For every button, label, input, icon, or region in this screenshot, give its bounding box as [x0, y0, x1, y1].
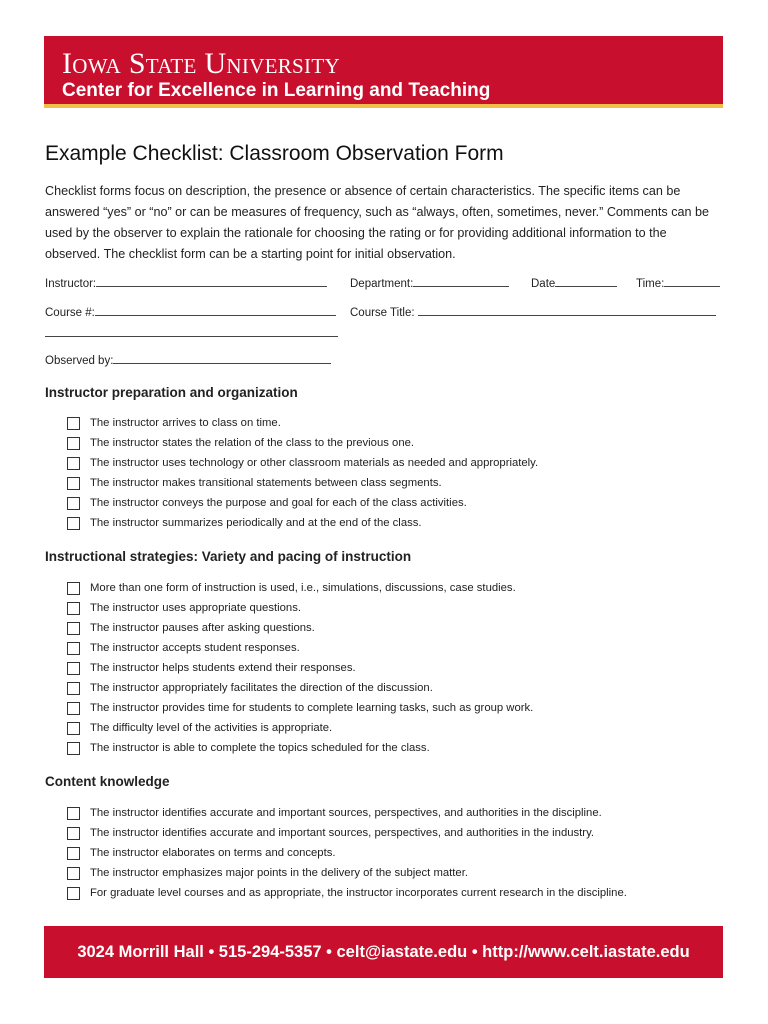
center-name: Center for Excellence in Learning and Teaching	[62, 80, 491, 101]
page-title: Example Checklist: Classroom Observation Form	[45, 142, 504, 165]
checklist-item-label: More than one form of instruction is used, i.e., simulations, discussions, case studies.	[90, 582, 516, 594]
checklist-item-label: The instructor elaborates on terms and concepts.	[90, 847, 336, 859]
checkbox[interactable]	[67, 662, 80, 675]
checklist-item[interactable]	[67, 433, 538, 453]
checklist-item-label: The instructor makes transitional statements between class segments.	[90, 477, 442, 489]
checklist-content	[67, 803, 627, 903]
time-blank[interactable]	[664, 275, 720, 287]
date-blank[interactable]	[555, 275, 617, 287]
course-title-label: Course Title:	[350, 307, 415, 319]
checklist-item-label: The instructor identifies accurate and important sources, perspectives, and authorities in the industry.	[90, 827, 595, 839]
checklist-item-label: The instructor summarizes periodically and at the end of the class.	[90, 517, 422, 529]
observed-by-label: Observed by:	[45, 355, 114, 367]
checklist-item-label: For graduate level courses and as appropriate, the instructor incorporates current research in the discipline.	[90, 887, 627, 899]
time-label: Time:	[636, 278, 665, 290]
checkbox[interactable]	[67, 702, 80, 715]
checkbox[interactable]	[67, 867, 80, 880]
course-title-field[interactable]	[350, 304, 716, 319]
date-label: Date	[531, 278, 556, 290]
checklist-item-label: The instructor uses appropriate questions.	[90, 602, 301, 614]
checklist-item[interactable]	[67, 843, 627, 863]
checkbox[interactable]	[67, 497, 80, 510]
header-band	[44, 36, 723, 108]
checklist-item-label: The instructor uses technology or other classroom materials as needed and appropriately.	[90, 457, 539, 469]
checklist-item[interactable]	[67, 453, 538, 473]
footer-band	[44, 926, 723, 978]
checklist-item[interactable]	[67, 638, 533, 658]
checkbox[interactable]	[67, 582, 80, 595]
course-number-blank-2[interactable]	[45, 325, 338, 337]
checklist-item[interactable]	[67, 473, 538, 493]
instructor-blank[interactable]	[96, 275, 327, 287]
checklist-item-label: The instructor conveys the purpose and goal for each of the class activities.	[90, 497, 467, 509]
checklist-item[interactable]	[67, 803, 627, 823]
section-heading-content: Content knowledge	[45, 774, 170, 789]
checklist-item-label: The instructor is able to complete the topics scheduled for the class.	[90, 742, 430, 754]
checklist-strategies	[67, 578, 533, 758]
department-label: Department:	[350, 278, 414, 290]
checklist-item[interactable]	[67, 823, 627, 843]
checklist-item[interactable]	[67, 718, 533, 738]
section-heading-preparation: Instructor preparation and organization	[45, 385, 298, 400]
course-number-continuation[interactable]	[45, 325, 338, 340]
checkbox[interactable]	[67, 887, 80, 900]
department-field[interactable]	[350, 275, 509, 290]
checklist-item[interactable]	[67, 678, 533, 698]
checklist-item[interactable]	[67, 863, 627, 883]
course-number-field[interactable]	[45, 304, 336, 319]
checkbox[interactable]	[67, 682, 80, 695]
checkbox[interactable]	[67, 477, 80, 490]
checklist-item[interactable]	[67, 618, 533, 638]
checkbox[interactable]	[67, 742, 80, 755]
course-number-blank[interactable]	[95, 304, 336, 316]
instructor-label: Instructor:	[45, 278, 97, 290]
intro-paragraph: Checklist forms focus on description, the presence or absence of certain characteristics. The specific items can be answered “yes” or “no” or can be measures of frequency, such as “always, often, sometimes, never.” Comments can be used by the observer to explain the rationale for choosing the rating or for providing additional information to the observed. The checklist form can be a starting point for initial observation.	[45, 184, 710, 261]
checklist-item-label: The instructor provides time for students to complete learning tasks, such as group work.	[90, 702, 534, 714]
checklist-item-label: The difficulty level of the activities is appropriate.	[90, 722, 333, 734]
checklist-item[interactable]	[67, 883, 627, 903]
checkbox[interactable]	[67, 417, 80, 430]
course-number-label: Course #:	[45, 307, 95, 319]
checkbox[interactable]	[67, 517, 80, 530]
date-field[interactable]	[531, 275, 617, 290]
checkbox[interactable]	[67, 847, 80, 860]
checklist-item[interactable]	[67, 513, 538, 533]
instructor-field[interactable]	[45, 275, 327, 290]
observed-by-field[interactable]	[45, 352, 331, 367]
checklist-item-label: The instructor arrives to class on time.	[90, 417, 281, 429]
checkbox[interactable]	[67, 827, 80, 840]
time-field[interactable]	[636, 275, 720, 290]
checklist-item[interactable]	[67, 413, 538, 433]
observed-by-blank[interactable]	[113, 352, 331, 364]
checkbox[interactable]	[67, 602, 80, 615]
checklist-item-label: The instructor emphasizes major points in the delivery of the subject matter.	[90, 867, 468, 879]
checkbox[interactable]	[67, 622, 80, 635]
university-name: Iowa State University	[62, 47, 340, 80]
checklist-item[interactable]	[67, 658, 533, 678]
checklist-preparation	[67, 413, 538, 533]
footer-contact: 3024 Morrill Hall • 515-294-5357 • celt@iastate.edu • http://www.celt.iastate.edu	[77, 942, 690, 961]
checkbox[interactable]	[67, 722, 80, 735]
checklist-item-label: The instructor pauses after asking questions.	[90, 622, 315, 634]
checklist-item[interactable]	[67, 493, 538, 513]
checklist-item-label: The instructor identifies accurate and important sources, perspectives, and authorities in the discipline.	[90, 807, 602, 819]
checklist-item[interactable]	[67, 578, 533, 598]
checkbox[interactable]	[67, 807, 80, 820]
checklist-item[interactable]	[67, 698, 533, 718]
checkbox[interactable]	[67, 457, 80, 470]
checkbox[interactable]	[67, 642, 80, 655]
checklist-item[interactable]	[67, 738, 533, 758]
checklist-item-label: The instructor accepts student responses.	[90, 642, 300, 654]
section-heading-strategies: Instructional strategies: Variety and pacing of instruction	[45, 549, 412, 564]
checklist-item-label: The instructor appropriately facilitates the direction of the discussion.	[90, 682, 433, 694]
checklist-item[interactable]	[67, 598, 533, 618]
department-blank[interactable]	[413, 275, 509, 287]
course-title-blank[interactable]	[418, 304, 716, 316]
checklist-item-label: The instructor helps students extend their responses.	[90, 662, 356, 674]
checkbox[interactable]	[67, 437, 80, 450]
checklist-item-label: The instructor states the relation of the class to the previous one.	[90, 437, 415, 449]
